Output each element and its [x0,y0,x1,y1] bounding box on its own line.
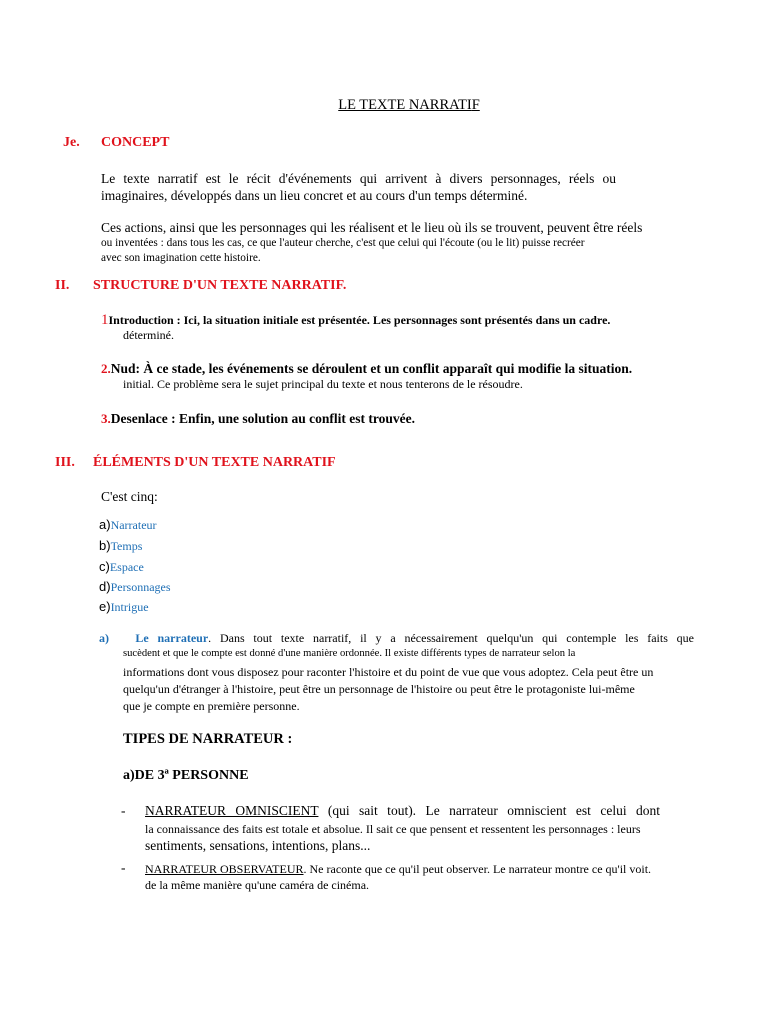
element-label: Intrigue [110,600,149,614]
structure-item-3-text: Desenlace : Enfin, une solution au conflit est trouvée. [110,411,415,426]
structure-item-2-text: Nud: À ce stade, les événements se déroulent et un conflit apparaît qui modifie la situation. [110,361,633,376]
structure-item-2-continuation: initial. Ce problème sera le sujet principal du texte et nous tenterons de le résoudre. [123,377,523,391]
bullet-dash: - [121,860,126,875]
bullet-observer-line-1 [145,860,651,878]
element-label: Narrateur [110,518,157,532]
section-1-paragraph-1-line-1: Le texte narratif est le récit d'événements qui arrivent à divers personnages, réels ou [101,171,616,186]
element-item-d [99,578,171,596]
narrator-paragraph-line-5: que je compte en première personne. [123,699,300,713]
element-label: Temps [110,539,143,553]
element-letter: e) [99,599,111,614]
structure-item-3-number: 3. [101,411,111,426]
structure-item-3 [101,410,415,428]
section-3-heading: ÉLÉMENTS D'UN TEXTE NARRATIF [93,455,336,470]
term-omniscient: NARRATEUR OMNISCIENT [145,803,319,818]
section-2-heading: STRUCTURE D'UN TEXTE NARRATIF. [93,278,347,293]
structure-item-2-number: 2. [101,361,111,376]
structure-item-1-text: Introduction : Ici, la situation initiale est présentée. Les personnages sont présentés dans un cadre. [108,313,611,327]
element-item-a [99,516,157,534]
omniscient-description: (qui sait tout). Le narrateur omniscient est celui dont [318,803,660,818]
structure-item-1-continuation: déterminé. [123,328,174,342]
narrator-lead: a) Le narrateur [99,631,209,645]
bullet-omniscient-line-3: sentiments, sensations, intentions, plans... [145,838,371,853]
section-2-number: II. [55,278,70,293]
narrator-paragraph-line-1 [99,631,694,646]
section-1-paragraph-2-line-3: avec son imagination cette histoire. [101,252,261,264]
element-label: Personnages [110,580,171,594]
element-item-b [99,537,142,555]
structure-item-1 [101,311,610,329]
element-letter: d) [99,579,111,594]
element-item-e [99,598,149,616]
bullet-omniscient-line-2: la connaissance des faits est totale et absolue. Il sait ce que pensent et ressentent les personnages : leurs [145,822,641,836]
section-1-paragraph-1-line-2: imaginaires, développés dans un lieu concret et au cours d'un temps déterminé. [101,188,528,203]
section-1-number: Je. [63,135,80,150]
bullet-observer-line-2: de la même manière qu'une caméra de cinéma. [145,878,370,892]
structure-item-1-number: 1 [101,312,109,328]
section-1-paragraph-2-line-2: ou inventées : dans tous les cas, ce que l'auteur cherche, c'est que celui qui l'écoute (ou le lit) puisse recréer [101,237,585,249]
element-letter: b) [99,538,111,553]
narrator-types-heading: TIPES DE NARRATEUR : [123,731,293,747]
document-title-tail: F [471,97,480,113]
observer-description: . Ne raconte que ce qu'il peut observer. Le narrateur montre ce qu'il voit. [303,862,652,876]
document-title-main: LE TEXTE NARRATI [338,97,472,113]
narrator-line-1-text: . Dans tout texte narratif, il y a nécessairement quelqu'un qui contemple les faits que [208,631,694,645]
term-observer: NARRATEUR OBSERVATEUR [145,862,304,876]
narrator-paragraph-line-2: sucèdent et que le compte est donné d'une manière ordonnée. Il existe différents types de narrateur selon la [123,648,576,659]
bullet-dash: - [121,803,126,818]
element-label: Espace [109,560,144,574]
section-1-heading: CONCEPT [101,135,170,150]
element-letter: a) [99,517,111,532]
element-item-c [99,558,144,576]
structure-item-2 [101,360,632,378]
document-title [0,97,768,114]
third-person-heading: a)DE 3ª PERSONNE [123,768,249,783]
elements-intro: C'est cinq: [101,489,158,504]
bullet-omniscient-line-1 [145,803,660,819]
narrator-paragraph-line-4: quelqu'un d'étranger à l'histoire, peut être un personnage de l'histoire ou peut être le protagoniste lui-même [123,682,635,696]
element-letter: c) [99,559,110,574]
narrator-paragraph-line-3: informations dont vous disposez pour raconter l'histoire et du point de vue que vous adoptez. Cela peut être un [123,665,654,679]
section-3-number: III. [55,455,75,470]
section-1-paragraph-2-line-1: Ces actions, ainsi que les personnages qui les réalisent et le lieu où ils se trouvent, peuvent être réels [101,220,643,235]
